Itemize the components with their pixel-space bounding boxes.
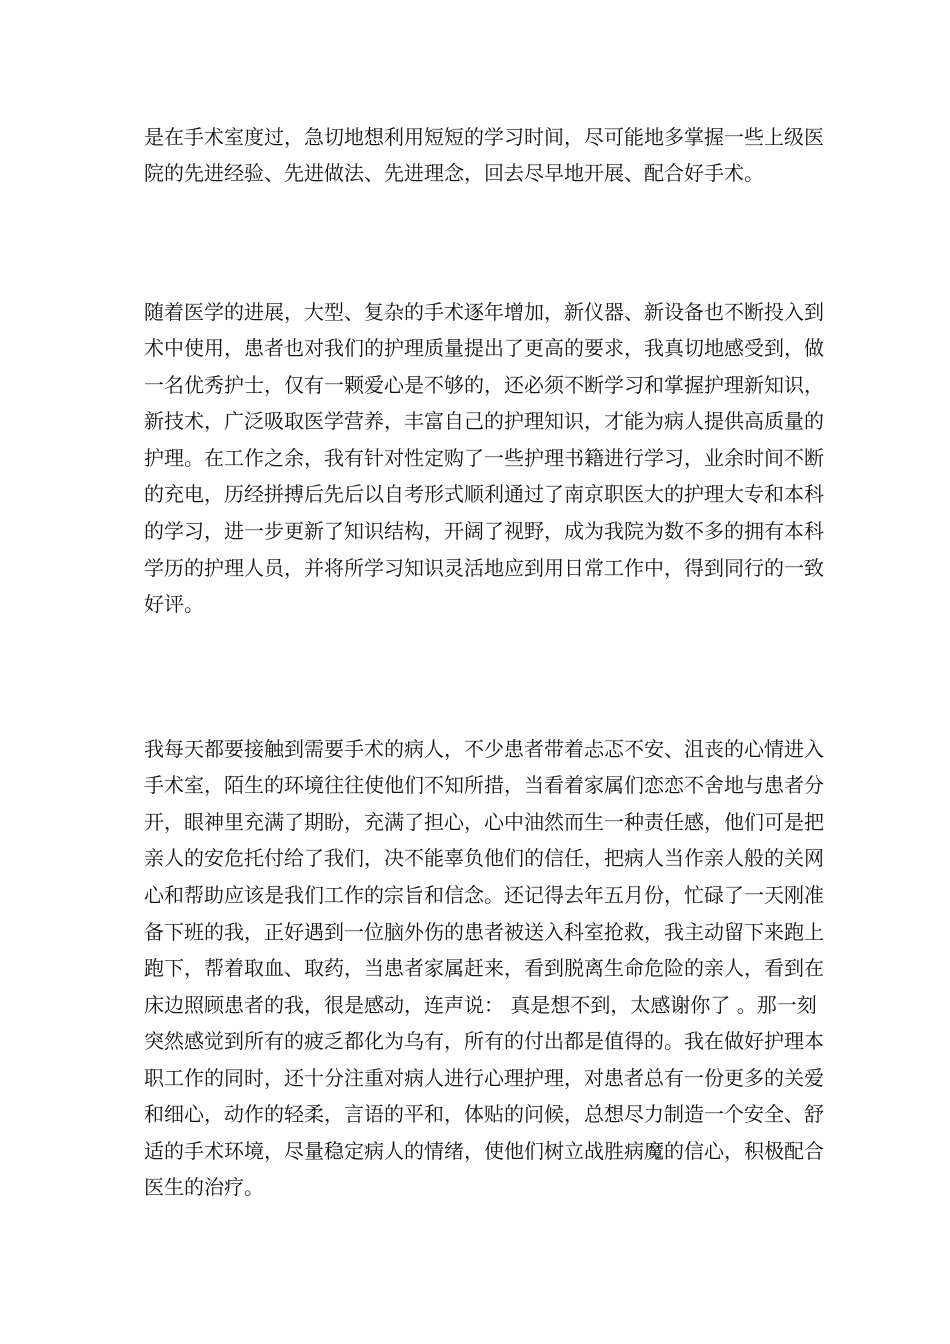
text-line: 我每天都要接触到需要手术的病人，不少患者带着忐忑不安、沮丧的心情进入 xyxy=(144,737,824,761)
text-line: 一名优秀护士，仅有一颗爱心是不够的，还必须不断学习和掌握护理新知识， xyxy=(144,373,824,397)
text-line: 学历的护理人员，并将所学习知识灵活地应到用日常工作中，得到同行的一致 xyxy=(144,556,824,580)
text-line: 适的手术环境，尽量稳定病人的情绪，使他们树立战胜病魔的信心，积极配合 xyxy=(144,1139,824,1163)
text-line: 医生的治疗。 xyxy=(144,1175,264,1199)
text-line: 突然感觉到所有的疲乏都化为乌有，所有的付出都是值得的。我在做好护理本 xyxy=(144,1029,824,1053)
text-line: 的学习，进一步更新了知识结构，开阔了视野，成为我院为数不多的拥有本科 xyxy=(144,519,824,543)
text-line: 职工作的同时，还十分注重对病人进行心理护理，对患者总有一份更多的关爱 xyxy=(144,1066,824,1090)
text-line: 好评。 xyxy=(144,592,204,616)
text-line: 院的先进经验、先进做法、先进理念，回去尽早地开展、配合好手术。 xyxy=(144,161,764,185)
text-line: 亲人的安危托付给了我们，决不能辜负他们的信任，把病人当作亲人般的关网 xyxy=(144,846,824,870)
text-line: 术中使用，患者也对我们的护理质量提出了更高的要求，我真切地感受到，做 xyxy=(144,336,824,360)
text-line: 的充电，历经拼搏后先后以自考形式顺利通过了南京职医大的护理大专和本科 xyxy=(144,482,824,506)
text-line: 新技术，广泛吸取医学营养，丰富自己的护理知识，才能为病人提供高质量的 xyxy=(144,409,824,433)
text-line: 开，眼神里充满了期盼，充满了担心，心中油然而生一种责任感，他们可是把 xyxy=(144,810,824,834)
text-line: 护理。在工作之余，我有针对性定购了一些护理书籍进行学习，业余时间不断 xyxy=(144,446,824,470)
text-line: 心和帮助应该是我们工作的宗旨和信念。还记得去年五月份，忙碌了一天刚准 xyxy=(144,883,824,907)
text-line: 跑下，帮着取血、取药，当患者家属赶来，看到脱离生命危险的亲人，看到在 xyxy=(144,956,824,980)
text-line: 随着医学的进展，大型、复杂的手术逐年增加，新仪器、新设备也不断投入到 xyxy=(144,300,824,324)
text-line: 手术室，陌生的环境往往使他们不知所措，当看着家属们恋恋不舍地与患者分 xyxy=(144,773,824,797)
text-line: 床边照顾患者的我，很是感动，连声说： 真是想不到，太感谢你了 。那一刻 xyxy=(144,993,817,1017)
text-line: 是在手术室度过，急切地想利用短短的学习时间，尽可能地多掌握一些上级医 xyxy=(144,125,824,149)
text-line: 和细心，动作的轻柔，言语的平和，体贴的问候，总想尽力制造一个安全、舒 xyxy=(144,1102,824,1126)
text-line: 备下班的我，正好遇到一位脑外伤的患者被送入科室抢救，我主动留下来跑上 xyxy=(144,920,824,944)
